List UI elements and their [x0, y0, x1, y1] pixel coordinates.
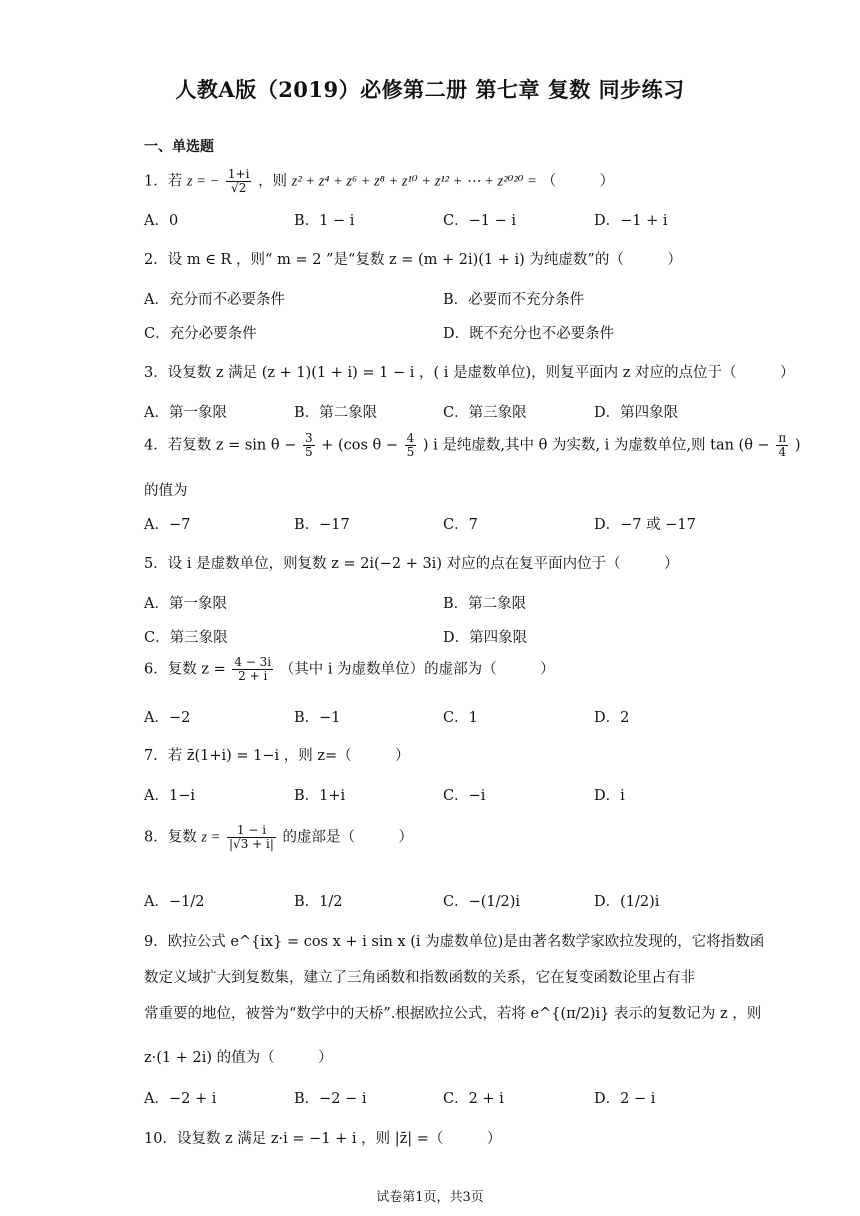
q1-option-c[interactable]: C．−1 − i [443, 213, 516, 229]
q9-line3: 常重要的地位，被誉为“数学中的天桥”.根据欧拉公式，若将 e^{(π/2)i} 表示的复数记为 z ，则 [144, 1006, 762, 1022]
q7-option-a[interactable]: A．1−i [144, 788, 195, 804]
page-title: 人教A版（2019）必修第二册 第七章 复数 同步练习 [175, 77, 685, 102]
q1-option-b[interactable]: B．1 − i [294, 213, 355, 229]
question-1 [144, 168, 614, 195]
question-3: 3．设复数 z 满足 (z + 1)(1 + i) = 1 − i ，( i 是虚数单位)，则复平面内 z 对应的点位于（ ） [144, 365, 795, 381]
q6-option-a[interactable]: A．−2 [144, 710, 191, 726]
q1-expr: z² + z⁴ + z⁶ + z⁸ + z¹⁰ + z¹² + ⋯ + z²⁰²⁰ = [291, 173, 537, 190]
q7-option-b[interactable]: B．1+i [294, 788, 346, 804]
q1-lhs: z = − [186, 173, 220, 190]
q3-option-b[interactable]: B．第二象限 [294, 405, 378, 421]
q4-f3-den: 4 [778, 445, 787, 460]
q9-line2: 数定义域扩大到复数集，建立了三角函数和指数函数的关系，它在复变函数论里占有非 [144, 970, 695, 986]
q4-fraction-1 [303, 432, 315, 459]
q4-option-a[interactable]: A．−7 [144, 517, 191, 533]
question-2: 2．设 m ∈ R ，则“ m = 2 ”是“复数 z = (m + 2i)(1 + i) 为纯虚数”的（ ） [144, 252, 682, 268]
question-8 [144, 824, 413, 851]
q4-f2-den: 5 [406, 445, 415, 460]
q9-line4: z·(1 + 2i) 的值为（ ） [144, 1050, 333, 1066]
q4-f1-den: 5 [304, 445, 313, 460]
q6-option-d[interactable]: D．2 [594, 710, 630, 726]
q9-option-a[interactable]: A．−2 + i [144, 1091, 217, 1107]
q2-option-d[interactable]: D．既不充分也不必要条件 [443, 326, 615, 342]
q5-option-c[interactable]: C．第三象限 [144, 630, 228, 646]
q4-text-b: + (cos θ − [321, 437, 399, 454]
q1-paren: （ ） [541, 173, 615, 190]
q4-text-a: 4．若复数 z = sin θ − [144, 437, 297, 454]
q4-f1-num: 3 [304, 431, 313, 445]
q4-fraction-2 [405, 432, 417, 459]
q7-option-d[interactable]: D．i [594, 788, 625, 804]
q3-option-a[interactable]: A．第一象限 [144, 405, 227, 421]
q4-text-d: ) [794, 437, 801, 454]
q8-f-den: |√3 + i| [229, 837, 274, 852]
q8-fraction [227, 824, 276, 851]
q6-f-num: 4 − 3i [234, 655, 272, 669]
q5-option-d[interactable]: D．第四象限 [443, 630, 528, 646]
q2-option-c[interactable]: C．充分必要条件 [144, 326, 257, 342]
q8-option-d[interactable]: D．(1/2)i [594, 894, 660, 910]
q2-option-a[interactable]: A．充分而不必要条件 [144, 292, 285, 308]
question-5: 5．设 i 是虚数单位，则复数 z = 2i(−2 + 3i) 对应的点在复平面内位于（ ） [144, 556, 679, 572]
q3-option-c[interactable]: C．第三象限 [443, 405, 527, 421]
q8-f-num: 1 − i [227, 824, 276, 838]
q4-f2-num: 4 [406, 431, 415, 445]
q6-fraction [232, 656, 273, 683]
question-6 [144, 656, 555, 683]
q2-option-b[interactable]: B．必要而不充分条件 [443, 292, 585, 308]
q9-option-d[interactable]: D．2 − i [594, 1091, 656, 1107]
q4-text-c: ) i 是纯虚数,其中 θ 为实数, i 为虚数单位,则 tan (θ − [422, 437, 770, 454]
q1-fraction [226, 168, 252, 195]
question-10: 10．设复数 z 满足 z·i = −1 + i ，则 |z̄| =（ ） [144, 1131, 502, 1147]
q4-option-c[interactable]: C．7 [443, 517, 478, 533]
q1-option-a[interactable]: A．0 [144, 213, 179, 229]
q1-text2: ，则 [258, 173, 288, 190]
page-footer: 试卷第1页，共3页 [376, 1190, 484, 1205]
q9-option-c[interactable]: C．2 + i [443, 1091, 504, 1107]
q8-text-b: 的虚部是（ ） [282, 829, 414, 846]
q4-option-b[interactable]: B．−17 [294, 517, 350, 533]
q9-line1: 9．欧拉公式 e^{ix} = cos x + i sin x (i 为虚数单位)是由著名数学家欧拉发现的，它将指数函 [144, 934, 765, 950]
q6-text-a: 6．复数 z = [144, 661, 226, 678]
question-4 [144, 432, 801, 459]
q4-fraction-3 [776, 432, 788, 459]
question-7: 7．若 z̄(1+i) = 1−i ，则 z=（ ） [144, 748, 410, 764]
q4-line2: 的值为 [144, 483, 188, 499]
q6-option-c[interactable]: C．1 [443, 710, 478, 726]
q5-option-a[interactable]: A．第一象限 [144, 596, 227, 612]
q8-text-a: 8．复数 [144, 829, 197, 846]
q3-option-d[interactable]: D．第四象限 [594, 405, 679, 421]
q6-option-b[interactable]: B．−1 [294, 710, 341, 726]
q5-option-b[interactable]: B．第二象限 [443, 596, 527, 612]
q4-option-d[interactable]: D．−7 或 −17 [594, 517, 696, 533]
q1-number: 1．若 [144, 173, 183, 190]
q8-option-a[interactable]: A．−1/2 [144, 894, 205, 910]
q1-frac-den: √2 [231, 181, 247, 196]
q1-frac-num: 1+i [227, 167, 250, 181]
q9-option-b[interactable]: B．−2 − i [294, 1091, 367, 1107]
q1-option-d[interactable]: D．−1 + i [594, 213, 668, 229]
q8-option-b[interactable]: B．1/2 [294, 894, 343, 910]
q4-f3-num: π [778, 431, 787, 445]
q8-z: z = [201, 829, 221, 846]
section-heading: 一、单选题 [144, 139, 214, 155]
q6-text-b: （其中 i 为虚数单位）的虚部为（ ） [279, 661, 555, 678]
q6-f-den: 2 + i [238, 669, 268, 684]
q7-option-c[interactable]: C．−i [443, 788, 486, 804]
q8-option-c[interactable]: C．−(1/2)i [443, 894, 521, 910]
